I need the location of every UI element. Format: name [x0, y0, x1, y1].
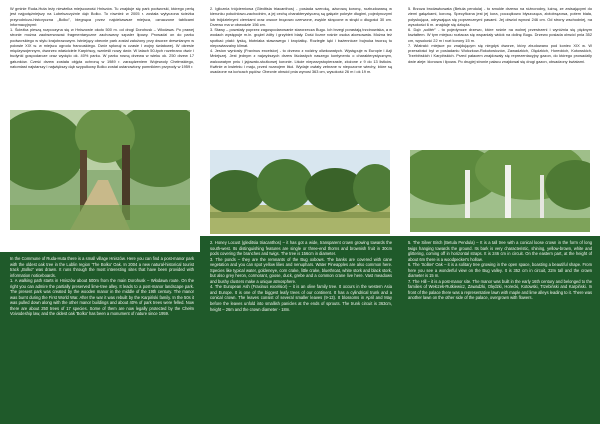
- birch-trees-photo: [410, 150, 590, 232]
- middle-column: [200, 0, 400, 424]
- right-english-text: 5. The Silver Birch (Betula Pendula) – It is a tall tree with a conical loose crown in the form of long twigs hanging towards the ground. Its bark is very characteristic, shining, yellow-brown, white and glittering, coming off in horizontal straps. It is 246 cm in circuit. On the eastern part, at the height of about 6m there is a woodpecker's hollow. 6. The 'Soliter' Oak – it is a solitary tree growing in the open space, boasting a beautiful shape. From here you see a wonderful view on the Bug valley. It is 352 cm in circuit, 22m tall and the crown diameter is 15 m. 7. The Hill – it is a post-manor site. The manor was built in the early 16th century and belonged to the families of Wełczek-Rutkiewicz, Zawadzki, Olędzki, Horecki, Kotowski, Trzebiński and Karpiński. In front of the palace there was a representative lawn with maple and lime alleys leading to it. There was another lawn on the other side of the palace, overgrown with flowers.: [408, 240, 593, 301]
- middle-english-band: [200, 236, 400, 424]
- left-polish-text: W gminie Ruda-Huta leży niewielka miejscowość Hniszów. Tu znajduje się park podworski, którego perłą jest najpotężniejszy na Lubelszczyźnie dąb Bolko. To również w 2005 r. została wytyczona ścieżka przyrodniczo-historyczna „Bolko", biegnąca przez najciekawsze miejsca, oznaczone tablicami informacyjnymi: 1. Ścieżka pieszą rozpoczyna się w Hniszowie około 500 m. od drogi Dorohusk – Włodawa. Po prawej stronie można zaobserwować fragmentaryczne zachowany szpaler lipowy. Prowadzi on do parku podworskiego w stylu krajobrazowym. Istniejący obecnie park został założony przy dworze drewnianym w połowie XIX w. w miejscu ogrodu francuskiego. Dwór spłonął w czasie I wojny światowej. W okresie międzywojennym, dworzec właściciele Karpińscy, wznieśli nowy dwór. W latach 50-tych rozebrano dwór i budynki gospodarcze oraz wycięto ok. 40% parku. W parku rosną drzewa w wieku ok. 250 drzew 17 gatunków. Cześć drzew została objęta ochroną w 1989 r. zarządzeniem Wojewody Chełmskiego, natomiast najstarszy i największy dąb szypułkowy Bolko został ustanowiony pomnikiem przyrody w 1959 r.: [10, 6, 194, 69]
- right-column: [400, 0, 600, 424]
- middle-english-text: 2. Honey Locust (gleditsia triacanthos) – it has got a wide, transparent crown growing towards the south-west. Its distinguishing features are single or three-end thorns and brownish fruit in 30cm pods covering the branches and twigs. The tree is 156cm in diameter. 3. The ponds – they are the remnants of the Bug oxbows. The banks are covered with cane vegetation and you can spot yellow lilies and nenuphars. Water Pineapples are also common here. Species like typical water, goldeneye, corn crake, little crake, bluethroat, white stork and black stork, but also grey heron, cormorant, goose, duck, grebe and a common crane live here. Vast meadows and bushy clusters make a unique atmosphere. 4. The European Ash (Fraxinus excelsior) – it is an olive family tree. It occurs in the western Asia and Europe. It is one of the biggest leafy trees of our continent. It has a cylindrical trunk and a conical crown. The leaves consist of several smaller leaves (9-13). It blossoms in April and May before the leaves unfold into smallish panicles at the ends of sprouts. The trunk circuit is 363cm, height – 26m and the crown diameter - 18m.: [210, 240, 392, 312]
- alley-trees-photo: [10, 110, 190, 230]
- right-english-band: [400, 236, 600, 424]
- left-english-band: [0, 252, 200, 424]
- meadow-trees-photo: [210, 150, 390, 234]
- left-english-text: In the Commune of Ruda-Huta there is a small village Hniszów. Here you can find a post-manor park with the oldest oak tree in the Lublin region 'The Bolko' Oak. In 2004 a new natural-historical tourist track „Bolko" was drawn. It runs through the most interesting sites that have been provided with information noticeboards. 1. A walking path starts in Hniszów about 500m from the main Dorohusk – Włodawa route. On the right you can admire the partially preserved lime-tree alley. It leads to a post-manor landscape park. The present park was created by the wooden manor in the middle of the 19th century. The manor was burnt during the First World War. After the war it was rebuilt by the Karpiński family. In the 50s it was pulled down along with the other manor buildings and about 40% of park trees were felled. Now there are about 250 trees of 17 species. Some of them are now legally protected by the Chełm Voivodeship law, and the oldest oak 'Bolko' has been a monument of nature since 1959.: [10, 256, 194, 317]
- middle-polish-text: 2. Iglicznia trójcierniowa (Gleditsia triacanthos) - posiada szeroką, ażurową koronę, rozbudowaną w kierunku południowo-zachodnim, a jej cechą charakterystyczną są gałęzie pokryte długimi, pojedynczymi lub trójdzielnymi cierniami oraz owoce brązowo czerwone, zwykle skręcone w strąki o długości 30 cm. Drzewo ma w obwodzie 156 cm. 3. Stawy – powstały poprzez zagospodarowanie starorzecza Bugu. Ich brzegi porastają trzcinowiska, a w wodach występuje m.in. grążel żółty i grzybień biały. Dość liczne rośnie osoka aloesowata. Można też spotkać ptaki: łyską, błotniaka stawowego i kropiatkę. Rozległe łąki i bażennicze bujnuka tworzą tu niepowtarzalny klimat. 4. Jesion wyniosły (Fraxinus excelsior) - to drzewo z rodziny oliwkowatych. Występuje w Europie i Azji Mniejszej. Jest jednym z najwyższych drzew liściastych naszego kontynentu o charakterystycznym, walcowatym pniu i jajowato-stożkowej koronie. Liście nieparzystopierzaste, złożone z 9 do 13 listków. Kwitnie w kwietniu i maju, przed rozwojem liści. Wydaje owłaty zebrane w niepozorne wiechy, które są osadzone na końcach pędów. Obecnie obwód pnia wynosi 363 cm, wysokość 26 m i ok 19 m.: [210, 6, 392, 74]
- left-column: [0, 0, 200, 424]
- right-polish-text: 5. Brzoza brodawkowata (Betula pendula) - to smukłe drzewo na różnorodny, luźną, ze zwisającymi do ziemi gałązkami, koroną. Specyficzna jest jej kora, początkowo błyszcząca, złotobrązowa, potem biała, połyskująca, odrywająca się poprzecznymi pasami. Jej obwód wynosi 246 cm. Od strony wschodniej, na wysokości 6 m. znajduje się dziupla. 6. Dąb „solitér" - to pojedyncze drzewo, które rośnie na wolnej przestrzeni i wyróżnia się pięknym kształtem. W tym miejscu roztacza się wspaniały widok na dolinę Bugu. Drzewo posiada obwód pnia 352 cm, wysokość 22 m i rozt korony 15 m. 7. Wiatraki: miejsce po znajdującym się niegdyś dworze, który zbudowano pod koniec XIX w. W przeszłości był w posiadaniu Wołczkow-Rokutowiczów, Zawadzkich, Olędzkich, Horeckich, Kotowskich, Trzebińskich i Karpińskich. Przed pałacem znajdowały się reprezentacyjny gazon, do którego prowadziły dwie aleje: klonowa i lipowa. Po drugiej stronie pałacu znajdował się drugi gazon, obsadzony kwiatami.: [408, 6, 592, 64]
